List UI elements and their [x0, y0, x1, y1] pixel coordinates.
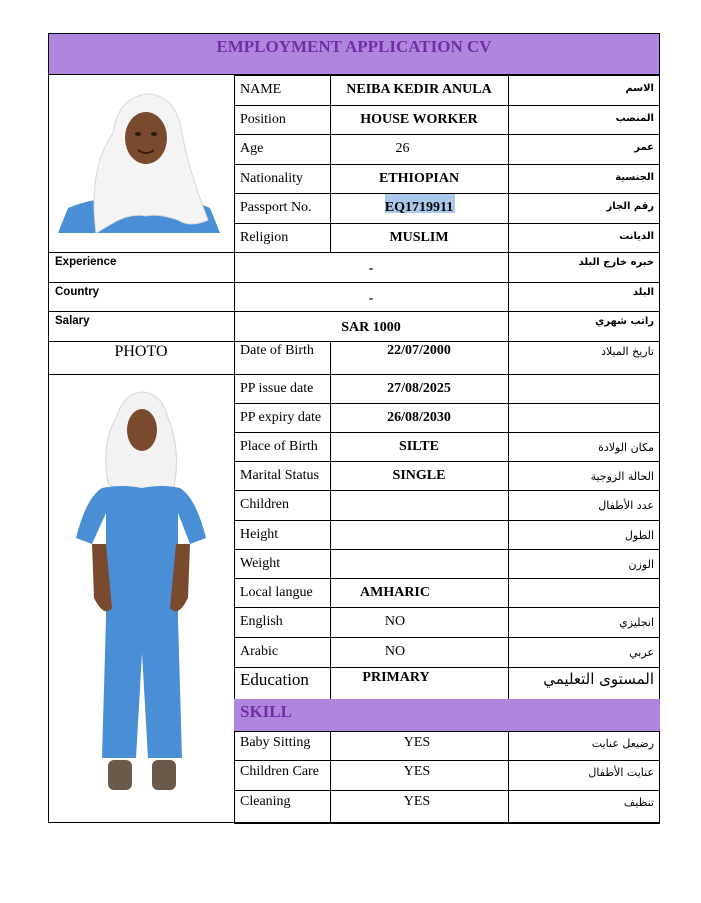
field-label-ar: الحالة الزوجية — [590, 470, 654, 483]
grid-hline — [234, 223, 660, 224]
grid-hline — [234, 731, 660, 732]
grid-hline — [234, 105, 660, 106]
skill-label: Baby Sitting — [240, 735, 311, 750]
field-label: Religion — [240, 230, 289, 245]
grid-hline — [234, 164, 660, 165]
field-label: Arabic — [240, 644, 279, 659]
grid-hline — [234, 760, 660, 761]
grid-vline — [330, 75, 331, 252]
field-value: PRIMARY — [362, 670, 430, 685]
skill-label: Children Care — [240, 764, 319, 779]
field-label-ar: المنصب — [615, 113, 654, 124]
skill-header-bar — [234, 699, 660, 731]
grid-hline — [234, 637, 660, 638]
grid-hline — [234, 823, 660, 824]
field-label-ar: الديانت — [619, 231, 654, 242]
grid-hline — [234, 607, 660, 608]
skill-label-ar: تنظيف — [623, 796, 654, 809]
field-label-ar: البلد — [632, 287, 654, 298]
field-label-ar: رقم الجاز — [606, 201, 654, 212]
field-value: NO — [384, 614, 406, 629]
photo-label: PHOTO — [114, 343, 168, 360]
grid-hline — [234, 432, 660, 433]
field-label: Passport No. — [240, 200, 312, 215]
field-value: NO — [384, 644, 406, 659]
grid-hline — [48, 311, 660, 312]
field-label: Education — [240, 670, 309, 689]
field-value: SAR 1000 — [341, 320, 401, 335]
field-label: Country — [55, 286, 100, 298]
field-value: 27/08/2025 — [387, 381, 451, 396]
field-label: Marital Status — [240, 468, 319, 483]
field-value: ETHIOPIAN — [378, 171, 460, 186]
field-label: Date of Birth — [240, 343, 314, 358]
field-label-ar: الاسم — [625, 83, 654, 94]
field-label: Height — [240, 527, 279, 542]
grid-hline — [234, 75, 660, 76]
field-label-ar: المستوى التعليمي — [543, 670, 654, 688]
grid-hline — [48, 282, 660, 283]
grid-vline — [508, 75, 509, 699]
field-label-ar: راتب شهري — [595, 316, 654, 327]
field-value: 26 — [395, 141, 410, 156]
portrait-photo — [58, 88, 220, 233]
field-label-ar: الجنسية — [615, 172, 654, 183]
skill-value: YES — [403, 735, 431, 750]
field-value: 26/08/2030 — [387, 410, 451, 425]
field-label: Nationality — [240, 171, 303, 186]
grid-hline — [234, 549, 660, 550]
field-label-ar: عدد الأطفال — [598, 499, 654, 512]
field-value: MUSLIM — [389, 230, 449, 245]
grid-hline — [234, 667, 660, 668]
field-label: Weight — [240, 556, 281, 571]
field-label: English — [240, 614, 283, 629]
field-label-ar: خبره خارج البلد — [578, 257, 654, 268]
field-value: 22/07/2000 — [387, 343, 451, 358]
full-body-photo — [66, 388, 216, 798]
skill-value: YES — [403, 764, 431, 779]
field-label-ar: عربي — [629, 646, 654, 659]
field-label-ar: الطول — [624, 529, 654, 542]
grid-hline — [234, 461, 660, 462]
skill-header: SKILL — [240, 702, 292, 721]
field-label: PP expiry date — [240, 410, 322, 425]
field-label: Salary — [55, 315, 90, 327]
grid-hline — [48, 252, 660, 253]
field-value: EQ1719911 — [384, 200, 454, 215]
field-label: Experience — [55, 256, 117, 268]
grid-hline — [48, 341, 660, 342]
grid-hline — [234, 374, 660, 375]
grid-hline — [234, 578, 660, 579]
field-label: Place of Birth — [240, 439, 318, 454]
skill-label: Cleaning — [240, 794, 291, 809]
field-label: Local langue — [240, 585, 313, 600]
field-label: NAME — [240, 82, 282, 97]
field-label-ar: تاريخ الميلاد — [601, 345, 654, 358]
cv-title: EMPLOYMENT APPLICATION CV — [48, 33, 660, 75]
field-value: SINGLE — [392, 468, 446, 483]
grid-hline — [234, 490, 660, 491]
grid-hline — [234, 403, 660, 404]
field-label: PP issue date — [240, 381, 314, 396]
field-label: Children — [240, 497, 289, 512]
field-value: NEIBA KEDIR ANULA — [346, 82, 492, 97]
grid-hline — [234, 790, 660, 791]
field-label-ar: مكان الولادة — [598, 441, 654, 454]
field-label: Position — [240, 112, 286, 127]
field-label: Age — [240, 141, 264, 156]
field-value: HOUSE WORKER — [360, 112, 478, 127]
skill-value: YES — [403, 794, 431, 809]
field-value: AMHARIC — [360, 585, 430, 600]
field-label-ar: انجليزي — [619, 616, 654, 629]
skill-label-ar: عنايت الأطفال — [588, 766, 654, 779]
field-value: SILTE — [399, 439, 439, 454]
skill-label-ar: رضيعل عنايت — [591, 737, 654, 750]
field-value: - — [368, 261, 374, 276]
field-value: - — [368, 291, 374, 306]
field-label-ar: الوزن — [628, 558, 654, 571]
field-label-ar: عمر — [634, 142, 654, 153]
grid-hline — [234, 520, 660, 521]
grid-hline — [234, 134, 660, 135]
